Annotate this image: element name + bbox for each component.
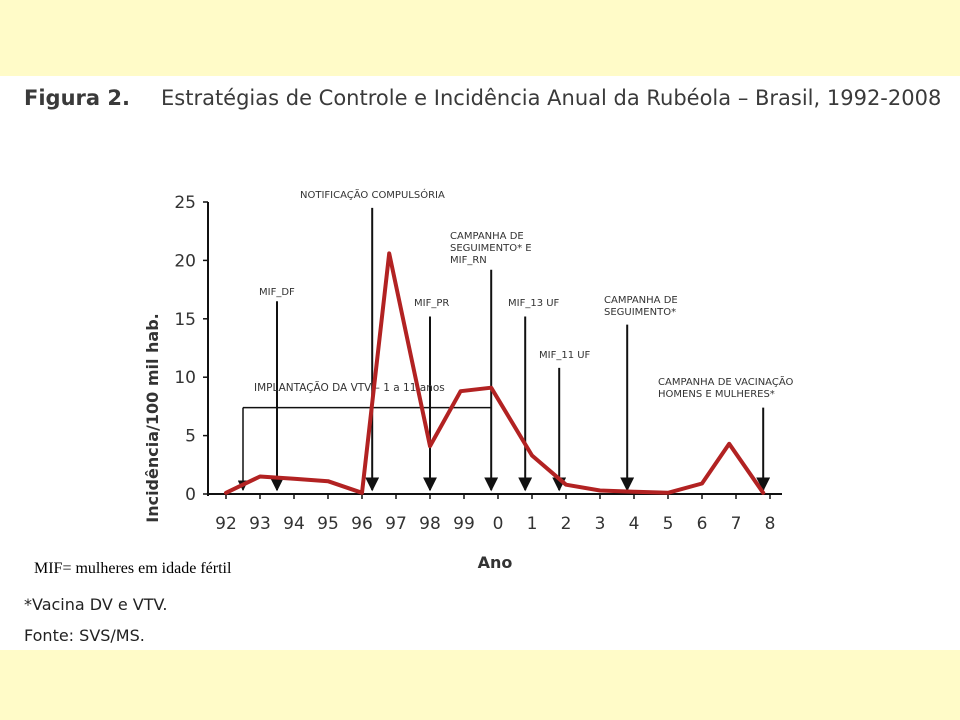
x-tick-label: 99: [453, 514, 475, 534]
annotation-label: MIF_DF: [259, 287, 295, 298]
data-point: [388, 252, 391, 255]
data-point: [666, 491, 669, 494]
data-point: [632, 490, 635, 493]
x-tick-label: 2: [560, 514, 572, 534]
x-tick-label: 6: [696, 514, 708, 534]
data-point: [490, 386, 493, 389]
x-tick-label: 0: [492, 514, 504, 534]
annotation-label: MIF_11 UF: [539, 350, 591, 361]
x-tick-label: 7: [730, 514, 742, 534]
data-point: [564, 483, 567, 486]
bracket-label: IMPLANTAÇÃO DA VTV – 1 a 11 anos: [254, 382, 445, 394]
chart-series: [224, 252, 764, 495]
mif-note: MIF= mulheres em idade fértil: [34, 560, 232, 577]
x-tick-label: 8: [764, 514, 776, 534]
x-tick-label: 1: [526, 514, 538, 534]
y-tick-label: 5: [185, 426, 196, 447]
y-tick-label: 15: [174, 309, 196, 330]
source-footnote: Fonte: SVS/MS.: [24, 626, 145, 645]
y-tick-label: 0: [185, 485, 196, 505]
x-axis-label: Ano: [477, 553, 513, 572]
x-tick-label: 92: [215, 514, 237, 534]
data-point: [598, 489, 601, 492]
x-tick-label: 4: [628, 514, 640, 534]
figure-title-text: Estratégias de Controle e Incidência Anual da Rubéola – Brasil, 1992-2008: [161, 86, 942, 110]
x-tick-label: 3: [594, 514, 606, 534]
x-tick-label: 94: [283, 514, 305, 534]
data-point: [530, 454, 533, 457]
x-tick-label: 93: [249, 514, 271, 534]
annotation-label: CAMPANHA DE SEGUIMENTO*: [604, 295, 678, 318]
x-tick-label: 96: [351, 514, 373, 534]
annotation-label: CAMPANHA DE VACINAÇÃO HOMENS E MULHERES*: [658, 377, 794, 400]
data-point: [762, 491, 765, 494]
x-tick-label: 5: [662, 514, 674, 534]
data-point: [728, 442, 731, 445]
figure-panel: [0, 76, 960, 650]
annotation-label: MIF_PR: [414, 298, 450, 309]
x-tick-label: 95: [317, 514, 339, 534]
annotation-label: MIF_13 UF: [508, 298, 560, 309]
annotation-label: NOTIFICAÇÃO COMPULSÓRIA: [300, 190, 445, 201]
x-tick-label: 97: [385, 514, 407, 534]
data-point: [326, 480, 329, 483]
data-point: [224, 491, 227, 494]
y-tick-label: 10: [174, 368, 196, 389]
series-line: [226, 253, 763, 492]
data-point: [428, 445, 431, 448]
y-tick-label: 20: [174, 251, 196, 272]
figure-label: Figura 2.: [24, 86, 130, 110]
annotation-label: CAMPANHA DE SEGUIMENTO* E MIF_RN: [450, 231, 532, 266]
y-axis-label: Incidência/100 mil hab.: [143, 313, 162, 523]
data-point: [360, 491, 363, 494]
data-point: [459, 390, 462, 393]
y-tick-label: 25: [174, 193, 196, 213]
data-point: [700, 482, 703, 485]
data-point: [258, 475, 261, 478]
vaccine-footnote: *Vacina DV e VTV.: [24, 595, 168, 614]
data-point: [292, 477, 295, 480]
x-tick-label: 98: [419, 514, 441, 534]
